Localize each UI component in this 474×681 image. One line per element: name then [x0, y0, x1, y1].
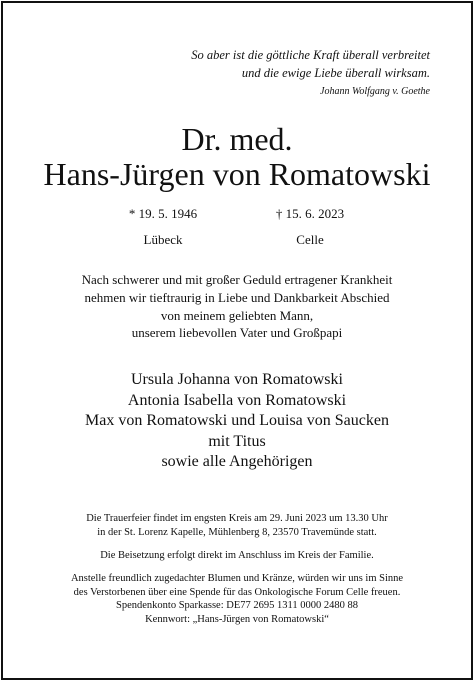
- family-member: sowie alle Angehörigen: [161, 453, 313, 470]
- deceased-title: Dr. med.: [181, 121, 293, 157]
- announcement-line: von meinem geliebten Mann,: [160, 307, 314, 323]
- life-dates: [0, 204, 474, 247]
- quote-author: Johann Wolfgang v. Goethe: [320, 86, 430, 97]
- donation-line: des Verstorbenen über eine Spende für das Onkologische Forum Celle freuen.: [73, 586, 401, 598]
- announcement-text: [0, 271, 474, 342]
- funeral-line: in der St. Lorenz Kapelle, Mühlenberg 8, 23570 Travemünde statt.: [97, 526, 377, 538]
- family-members: [0, 370, 474, 473]
- birth-place: Lübeck: [143, 232, 183, 247]
- announcement-line: nehmen wir tieftraurig in Liebe und Dankbarkeit Abschied: [84, 289, 390, 305]
- birth-info: [103, 204, 223, 250]
- funeral-line: Die Trauerfeier findet im engsten Kreis am 29. Juni 2023 um 13.30 Uhr: [86, 513, 388, 524]
- family-member: Antonia Isabella von Romatowski: [127, 391, 347, 409]
- donation-account: Spendenkonto Sparkasse: DE77 2695 1311 0000 2480 88: [116, 600, 358, 611]
- funeral-details: [0, 512, 474, 539]
- burial-details: Die Beisetzung erfolgt direkt im Anschluss im Kreis der Familie.: [100, 550, 374, 561]
- donation-details: [0, 572, 474, 626]
- announcement-line: Nach schwerer und mit großer Geduld ertragener Krankheit: [81, 272, 393, 287]
- quote-line: So aber ist die göttliche Kraft überall verbreitet: [191, 48, 430, 62]
- donation-password: Kennwort: „Hans-Jürgen von Romatowski“: [145, 613, 329, 625]
- birth-date: * 19. 5. 1946: [128, 206, 198, 221]
- death-place: Celle: [296, 232, 324, 247]
- death-info: [250, 204, 370, 250]
- quote-line: und die ewige Liebe überall wirksam.: [241, 66, 430, 80]
- donation-line: Anstelle freundlich zugedachter Blumen und Kränze, würden wir uns im Sinne: [70, 573, 404, 584]
- death-date: † 15. 6. 2023: [275, 206, 345, 221]
- family-member: mit Titus: [208, 432, 266, 450]
- announcement-line: unserem liebevollen Vater und Großpapi: [131, 325, 343, 341]
- goethe-quote: [191, 46, 430, 100]
- family-member: Ursula Johanna von Romatowski: [131, 371, 343, 388]
- family-member: Max von Romatowski und Louisa von Saucken: [85, 412, 389, 429]
- deceased-name: Hans-Jürgen von Romatowski: [43, 156, 431, 192]
